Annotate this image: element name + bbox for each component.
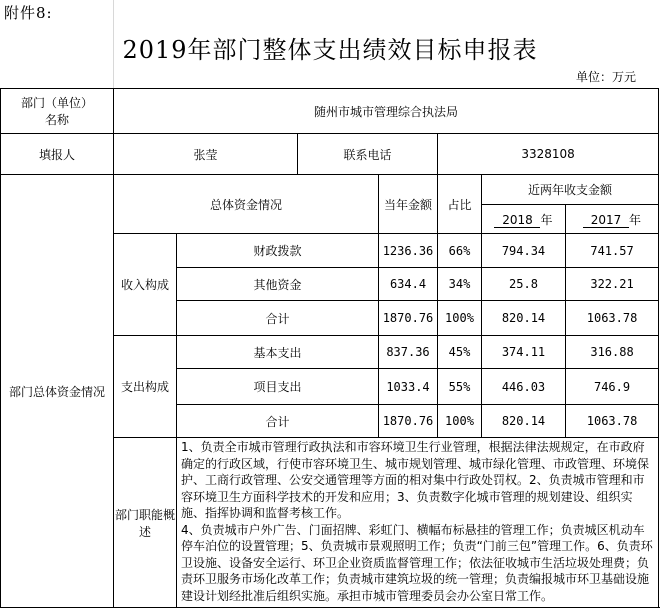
amount-2017[interactable]: 741.57 <box>566 234 659 268</box>
department-label-line1: 部门（单位） <box>20 96 93 110</box>
ratio[interactable]: 55% <box>438 369 482 405</box>
ratio[interactable]: 100% <box>438 301 482 336</box>
amount-2018[interactable]: 25.8 <box>482 268 566 301</box>
reporter-row <box>1 134 659 175</box>
department-label-line2: 名称 <box>44 113 69 127</box>
current-amount[interactable]: 1033.4 <box>379 369 438 405</box>
amount-2017[interactable]: 316.88 <box>566 336 659 369</box>
ratio[interactable]: 34% <box>438 268 482 301</box>
duties-paragraph-2: 4、负责城市户外广告、门面招牌、彩虹门、横幅布标悬挂的管理工作；负责城区机动车停车泊位的设置管理；5、负责城市景观照明工作；负责“门前三包”管理工作。6、负责环卫设施、设备安全运行、环卫企业资质监督管理工作；依法征收城市生活垃圾处理费；负责环卫服务市场化改革工作；负责城市建筑垃圾的统一管理；负责编报城市环卫基础设施建设计划经批准后组织实施。承担市城市管理委员会办公室日常工作。 <box>181 522 653 603</box>
performance-table <box>0 88 659 608</box>
phone-value[interactable]: 3328108 <box>438 134 659 175</box>
year-suffix: 年 <box>629 212 642 227</box>
current-amount[interactable]: 1236.36 <box>379 234 438 268</box>
year-2018-value: 2018 <box>494 213 540 228</box>
attachment-label: 附件8: <box>4 4 53 22</box>
department-row <box>1 89 659 134</box>
amount-2017[interactable]: 1063.78 <box>566 301 659 336</box>
row-item: 财政拨款 <box>177 234 379 268</box>
row-item: 项目支出 <box>177 369 379 405</box>
recent-years-header: 近两年收支金额 <box>482 175 659 205</box>
ratio[interactable]: 100% <box>438 405 482 438</box>
year-2017-value: 2017 <box>583 213 629 228</box>
current-amount[interactable]: 1870.76 <box>379 405 438 438</box>
duties-paragraph-1: 1、负责全市城市管理行政执法和市容环境卫生行业管理，根据法律法规规定，在市政府确定的行政区域，行使市容环境卫生、城市规划管理、城市绿化管理、市政管理、环境保护、工商行政管理、公安交通管理等方面的相对集中行政处罚权。2、负责城市管理和市容环境卫生方面科学技术的开发和应用；3、负责数字化城市管理的规划建设、组织实施、指挥协调和监督考核工作。 <box>181 440 650 520</box>
year-suffix: 年 <box>540 212 553 227</box>
department-name[interactable]: 随州市城市管理综合执法局 <box>114 89 659 134</box>
duties-text[interactable] <box>177 438 659 608</box>
amount-2017[interactable]: 1063.78 <box>566 405 659 438</box>
current-amount[interactable]: 837.36 <box>379 336 438 369</box>
ratio[interactable]: 45% <box>438 336 482 369</box>
department-label-cell <box>1 89 114 134</box>
overall-funds-header: 总体资金情况 <box>114 175 379 234</box>
row-item: 合计 <box>177 301 379 336</box>
funds-header-row <box>1 175 659 205</box>
current-amount-header: 当年金额 <box>379 175 438 234</box>
current-amount[interactable]: 1870.76 <box>379 301 438 336</box>
amount-2018[interactable]: 794.34 <box>482 234 566 268</box>
unit-label: 单位：万元 <box>576 70 637 84</box>
amount-2018[interactable]: 820.14 <box>482 301 566 336</box>
income-label: 收入构成 <box>114 234 177 336</box>
duties-label: 部门职能概述 <box>114 438 177 608</box>
phone-label: 联系电话 <box>298 134 438 175</box>
expense-label: 支出构成 <box>114 336 177 438</box>
ratio[interactable]: 66% <box>438 234 482 268</box>
amount-2018[interactable]: 820.14 <box>482 405 566 438</box>
year-2017-header <box>566 205 659 234</box>
reporter-label: 填报人 <box>1 134 114 175</box>
amount-2017[interactable]: 322.21 <box>566 268 659 301</box>
ratio-header: 占比 <box>438 175 482 234</box>
page-title: 2019年部门整体支出绩效目标申报表 <box>122 36 538 64</box>
amount-2018[interactable]: 446.03 <box>482 369 566 405</box>
row-item: 合计 <box>177 405 379 438</box>
row-item: 基本支出 <box>177 336 379 369</box>
current-amount[interactable]: 634.4 <box>379 268 438 301</box>
funds-section-label: 部门总体资金情况 <box>1 175 114 608</box>
amount-2017[interactable]: 746.9 <box>566 369 659 405</box>
row-item: 其他资金 <box>177 268 379 301</box>
amount-2018[interactable]: 374.11 <box>482 336 566 369</box>
reporter-name[interactable]: 张莹 <box>114 134 298 175</box>
year-2018-header <box>482 205 566 234</box>
